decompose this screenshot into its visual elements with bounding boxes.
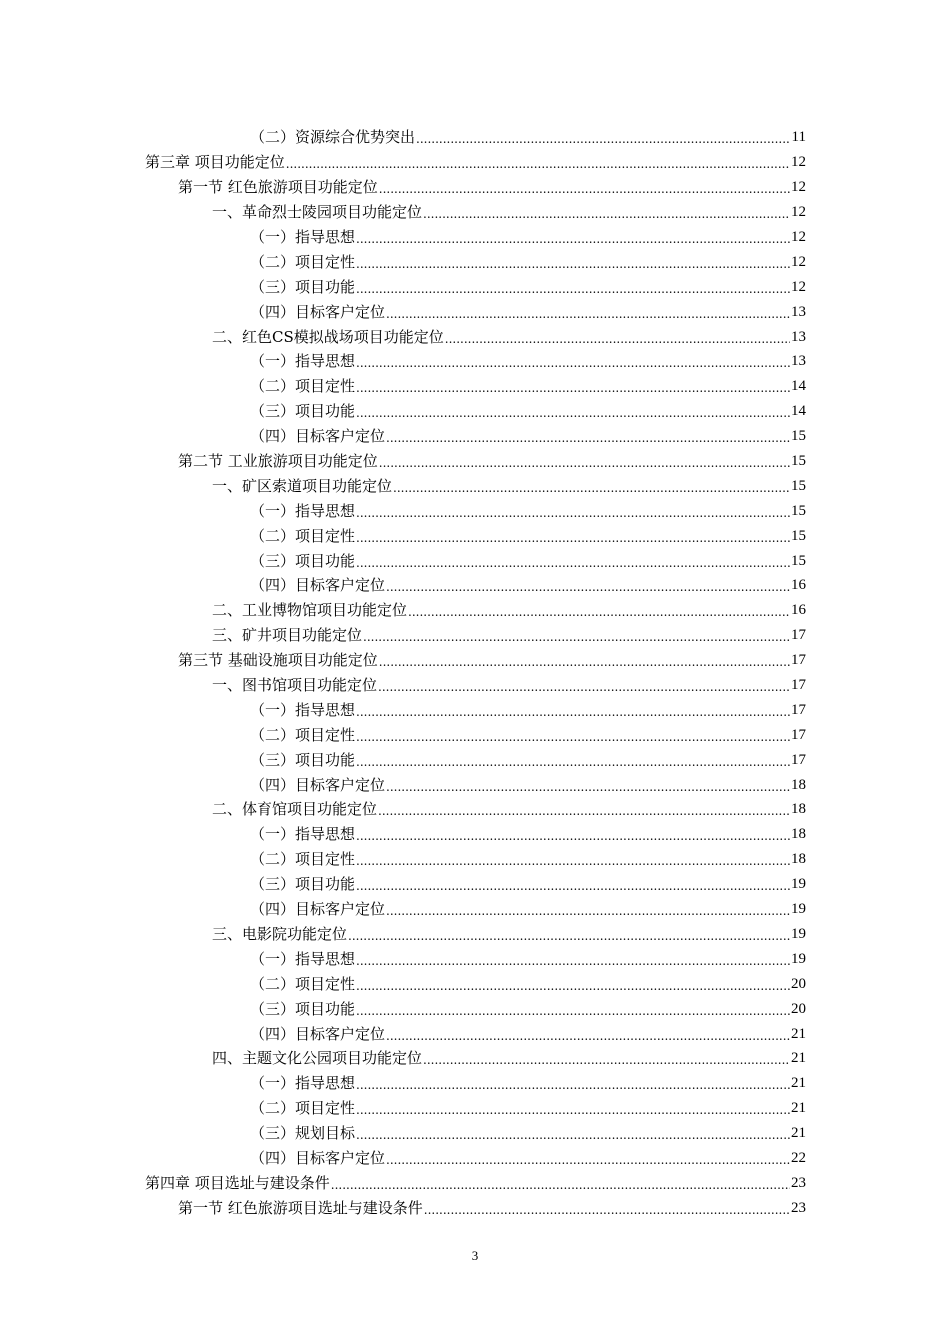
toc-leader-dots xyxy=(331,1173,790,1197)
toc-entry-title: （二）项目定性 xyxy=(250,377,356,396)
toc-entry-title: （二）项目定性 xyxy=(250,252,356,271)
toc-entry-title: 第一节 红色旅游项目选址与建设条件 xyxy=(178,1198,423,1217)
toc-entry[interactable] xyxy=(250,125,806,150)
toc-entry[interactable] xyxy=(250,971,806,996)
toc-entry-title: （二）项目定性 xyxy=(250,725,356,744)
toc-entry-title: （四）目标客户定位 xyxy=(250,900,386,919)
toc-entry-title: （二）项目定性 xyxy=(250,1099,356,1118)
toc-leader-dots xyxy=(356,725,790,749)
toc-entry-page: 12 xyxy=(791,229,806,245)
toc-entry[interactable] xyxy=(250,1096,806,1121)
toc-leader-dots xyxy=(356,849,790,873)
toc-leader-dots xyxy=(416,127,791,151)
toc-entry[interactable] xyxy=(178,1195,806,1220)
toc-leader-dots xyxy=(379,650,790,674)
toc-entry[interactable] xyxy=(250,498,806,523)
toc-entry-title: （四）目标客户定位 xyxy=(250,1148,386,1167)
toc-entry-title: （四）目标客户定位 xyxy=(250,576,386,595)
toc-entry[interactable] xyxy=(178,449,806,474)
toc-entry[interactable] xyxy=(212,922,806,947)
toc-entry-page: 15 xyxy=(791,552,806,569)
toc-entry-page: 11 xyxy=(791,129,806,146)
toc-entry-page: 17 xyxy=(791,726,806,743)
toc-leader-dots xyxy=(423,202,790,226)
toc-leader-dots xyxy=(286,152,790,176)
toc-leader-dots xyxy=(379,451,790,475)
toc-entry-page: 19 xyxy=(791,901,806,918)
toc-entry-page: 13 xyxy=(791,328,806,345)
toc-entry-page: 13 xyxy=(791,353,806,370)
toc-entry-title: （一）指导思想 xyxy=(250,352,356,371)
toc-entry-page: 20 xyxy=(791,975,806,992)
toc-leader-dots xyxy=(356,750,790,774)
toc-entry-page: 22 xyxy=(791,1149,806,1166)
toc-leader-dots xyxy=(386,899,790,923)
toc-entry-page: 17 xyxy=(791,677,806,694)
toc-entry[interactable] xyxy=(212,598,806,623)
toc-entry[interactable] xyxy=(250,573,806,598)
toc-entry[interactable] xyxy=(250,897,806,922)
toc-entry-title: （二）项目定性 xyxy=(250,526,356,545)
toc-entry-title: 一、图书馆项目功能定位 xyxy=(212,676,378,695)
toc-entry[interactable] xyxy=(250,822,806,847)
toc-leader-dots xyxy=(356,1098,790,1122)
toc-entry-page: 12 xyxy=(791,154,806,171)
table-of-contents xyxy=(0,125,950,1220)
toc-entry[interactable] xyxy=(145,1170,806,1195)
toc-entry-title: （三）规划目标 xyxy=(250,1124,356,1143)
toc-entry[interactable] xyxy=(250,1146,806,1171)
toc-entry-title: （一）指导思想 xyxy=(250,501,356,520)
toc-entry-title: 一、革命烈士陵园项目功能定位 xyxy=(212,203,423,222)
toc-entry[interactable] xyxy=(250,772,806,797)
toc-entry-title: 三、电影院功能定位 xyxy=(212,924,348,943)
toc-entry[interactable] xyxy=(212,797,806,822)
toc-entry-page: 23 xyxy=(791,1174,806,1191)
toc-leader-dots xyxy=(386,426,790,450)
toc-leader-dots xyxy=(356,252,790,276)
toc-entry-page: 17 xyxy=(791,627,806,644)
toc-leader-dots xyxy=(356,874,790,898)
toc-entry[interactable] xyxy=(250,996,806,1021)
toc-entry-title: 二、工业博物馆项目功能定位 xyxy=(212,601,408,620)
toc-entry-page: 19 xyxy=(791,876,806,893)
toc-entry[interactable] xyxy=(178,175,806,200)
toc-entry-page: 13 xyxy=(791,303,806,320)
toc-entry-page: 17 xyxy=(791,652,806,669)
toc-entry-title: 四、主题文化公园项目功能定位 xyxy=(212,1049,423,1068)
toc-leader-dots xyxy=(363,625,790,649)
toc-entry-page: 18 xyxy=(791,801,806,818)
toc-entry-page: 16 xyxy=(791,602,806,619)
toc-entry[interactable] xyxy=(250,349,806,374)
toc-leader-dots xyxy=(445,327,790,351)
toc-leader-dots xyxy=(393,476,790,500)
toc-entry-page: 21 xyxy=(791,1050,806,1067)
toc-entry-page: 15 xyxy=(791,477,806,494)
toc-entry-page: 21 xyxy=(791,1025,806,1042)
toc-leader-dots xyxy=(386,575,790,599)
toc-entry[interactable] xyxy=(250,1071,806,1096)
toc-entry-title: 第三节 基础设施项目功能定位 xyxy=(178,651,378,670)
toc-entry-title: （三）项目功能 xyxy=(250,551,356,570)
toc-leader-dots xyxy=(356,227,790,251)
toc-entry[interactable] xyxy=(250,847,806,872)
toc-entry[interactable] xyxy=(250,249,806,274)
toc-entry-page: 20 xyxy=(791,1000,806,1017)
toc-entry-title: （三）项目功能 xyxy=(250,999,356,1018)
toc-leader-dots xyxy=(356,1123,790,1147)
toc-entry-page: 23 xyxy=(791,1199,806,1216)
toc-leader-dots xyxy=(386,775,790,799)
toc-entry[interactable] xyxy=(250,697,806,722)
toc-leader-dots xyxy=(348,924,790,948)
toc-entry[interactable] xyxy=(250,523,806,548)
toc-entry-title: （二）资源综合优势突出 xyxy=(250,128,416,147)
toc-entry[interactable] xyxy=(250,872,806,897)
toc-entry-title: （四）目标客户定位 xyxy=(250,302,386,321)
toc-entry-page: 19 xyxy=(791,925,806,942)
toc-entry-title: 第一节 红色旅游项目功能定位 xyxy=(178,178,378,197)
toc-entry-title: （二）项目定性 xyxy=(250,850,356,869)
toc-entry[interactable] xyxy=(212,673,806,698)
toc-entry-page: 17 xyxy=(791,751,806,768)
toc-leader-dots xyxy=(356,551,790,575)
toc-leader-dots xyxy=(386,302,790,326)
toc-entry-page: 18 xyxy=(791,851,806,868)
toc-entry[interactable] xyxy=(212,623,806,648)
toc-entry-page: 16 xyxy=(791,577,806,594)
toc-leader-dots xyxy=(423,1048,790,1072)
toc-entry-page: 18 xyxy=(791,776,806,793)
toc-entry-page: 19 xyxy=(791,950,806,967)
toc-leader-dots xyxy=(356,1073,790,1097)
toc-entry-page: 15 xyxy=(791,453,806,470)
toc-leader-dots xyxy=(356,277,790,301)
toc-entry-title: （一）指导思想 xyxy=(250,700,356,719)
toc-leader-dots xyxy=(356,526,790,550)
toc-entry-title: （四）目标客户定位 xyxy=(250,775,386,794)
toc-entry[interactable] xyxy=(212,473,806,498)
toc-entry-title: （二）项目定性 xyxy=(250,974,356,993)
toc-entry-page: 15 xyxy=(791,527,806,544)
toc-entry[interactable] xyxy=(250,424,806,449)
toc-entry[interactable] xyxy=(178,648,806,673)
toc-entry-title: 二、红色CS模拟战场项目功能定位 xyxy=(212,327,444,346)
toc-entry-title: （三）项目功能 xyxy=(250,402,356,421)
page-number: 3 xyxy=(471,1248,479,1263)
toc-leader-dots xyxy=(386,1148,790,1172)
toc-entry-title: （四）目标客户定位 xyxy=(250,427,386,446)
toc-entry[interactable] xyxy=(250,299,806,324)
toc-leader-dots xyxy=(379,177,790,201)
toc-leader-dots xyxy=(378,799,790,823)
toc-entry-page: 15 xyxy=(791,502,806,519)
toc-entry-title: （三）项目功能 xyxy=(250,750,356,769)
toc-leader-dots xyxy=(356,999,790,1023)
toc-leader-dots xyxy=(356,974,790,998)
toc-entry-page: 21 xyxy=(791,1075,806,1092)
toc-entry-title: （一）指导思想 xyxy=(250,1074,356,1093)
toc-leader-dots xyxy=(378,675,790,699)
toc-entry-page: 12 xyxy=(791,204,806,221)
toc-entry-page: 14 xyxy=(791,378,806,395)
toc-entry-page: 12 xyxy=(791,278,806,295)
toc-entry-page: 12 xyxy=(791,253,806,270)
toc-entry-page: 17 xyxy=(791,701,806,718)
toc-entry[interactable] xyxy=(250,274,806,299)
toc-entry[interactable] xyxy=(212,200,806,225)
toc-leader-dots xyxy=(356,824,790,848)
toc-entry-page: 15 xyxy=(791,428,806,445)
toc-entry-title: （一）指导思想 xyxy=(250,228,356,246)
toc-entry[interactable] xyxy=(250,399,806,424)
toc-entry[interactable] xyxy=(250,374,806,399)
toc-leader-dots xyxy=(356,949,790,973)
toc-entry-title: 二、体育馆项目功能定位 xyxy=(212,800,378,819)
toc-leader-dots xyxy=(356,351,790,375)
toc-entry-page: 21 xyxy=(791,1125,806,1142)
toc-entry-title: 第二节 工业旅游项目功能定位 xyxy=(178,452,378,471)
toc-entry-title: 三、矿井项目功能定位 xyxy=(212,626,363,645)
toc-entry[interactable] xyxy=(145,150,806,175)
toc-entry-page: 18 xyxy=(791,826,806,843)
toc-leader-dots xyxy=(356,501,790,525)
toc-leader-dots xyxy=(356,376,790,400)
toc-entry[interactable] xyxy=(250,1121,806,1146)
toc-leader-dots xyxy=(356,700,790,724)
toc-entry-title: （一）指导思想 xyxy=(250,825,356,844)
toc-leader-dots xyxy=(386,1024,790,1048)
toc-entry-title: 一、矿区索道项目功能定位 xyxy=(212,476,393,495)
toc-leader-dots xyxy=(424,1198,790,1222)
toc-entry-title: （四）目标客户定位 xyxy=(250,1024,386,1043)
toc-entry-page: 14 xyxy=(791,403,806,420)
toc-entry-title: （一）指导思想 xyxy=(250,949,356,968)
toc-entry-page: 21 xyxy=(791,1100,806,1117)
toc-entry[interactable] xyxy=(250,1021,806,1046)
toc-leader-dots xyxy=(356,401,790,425)
toc-entry[interactable] xyxy=(250,722,806,747)
toc-entry[interactable] xyxy=(250,225,806,250)
toc-entry-title: 第四章 项目选址与建设条件 xyxy=(145,1173,330,1192)
toc-entry[interactable] xyxy=(250,747,806,772)
toc-entry[interactable] xyxy=(212,324,806,349)
toc-entry[interactable] xyxy=(212,1046,806,1071)
toc-entry-title: （三）项目功能 xyxy=(250,277,356,296)
toc-entry-title: 第三章 项目功能定位 xyxy=(145,153,285,172)
toc-entry[interactable] xyxy=(250,946,806,971)
toc-entry[interactable] xyxy=(250,548,806,573)
toc-entry-page: 12 xyxy=(791,179,806,196)
toc-leader-dots xyxy=(408,600,790,624)
toc-entry-title: （三）项目功能 xyxy=(250,875,356,894)
